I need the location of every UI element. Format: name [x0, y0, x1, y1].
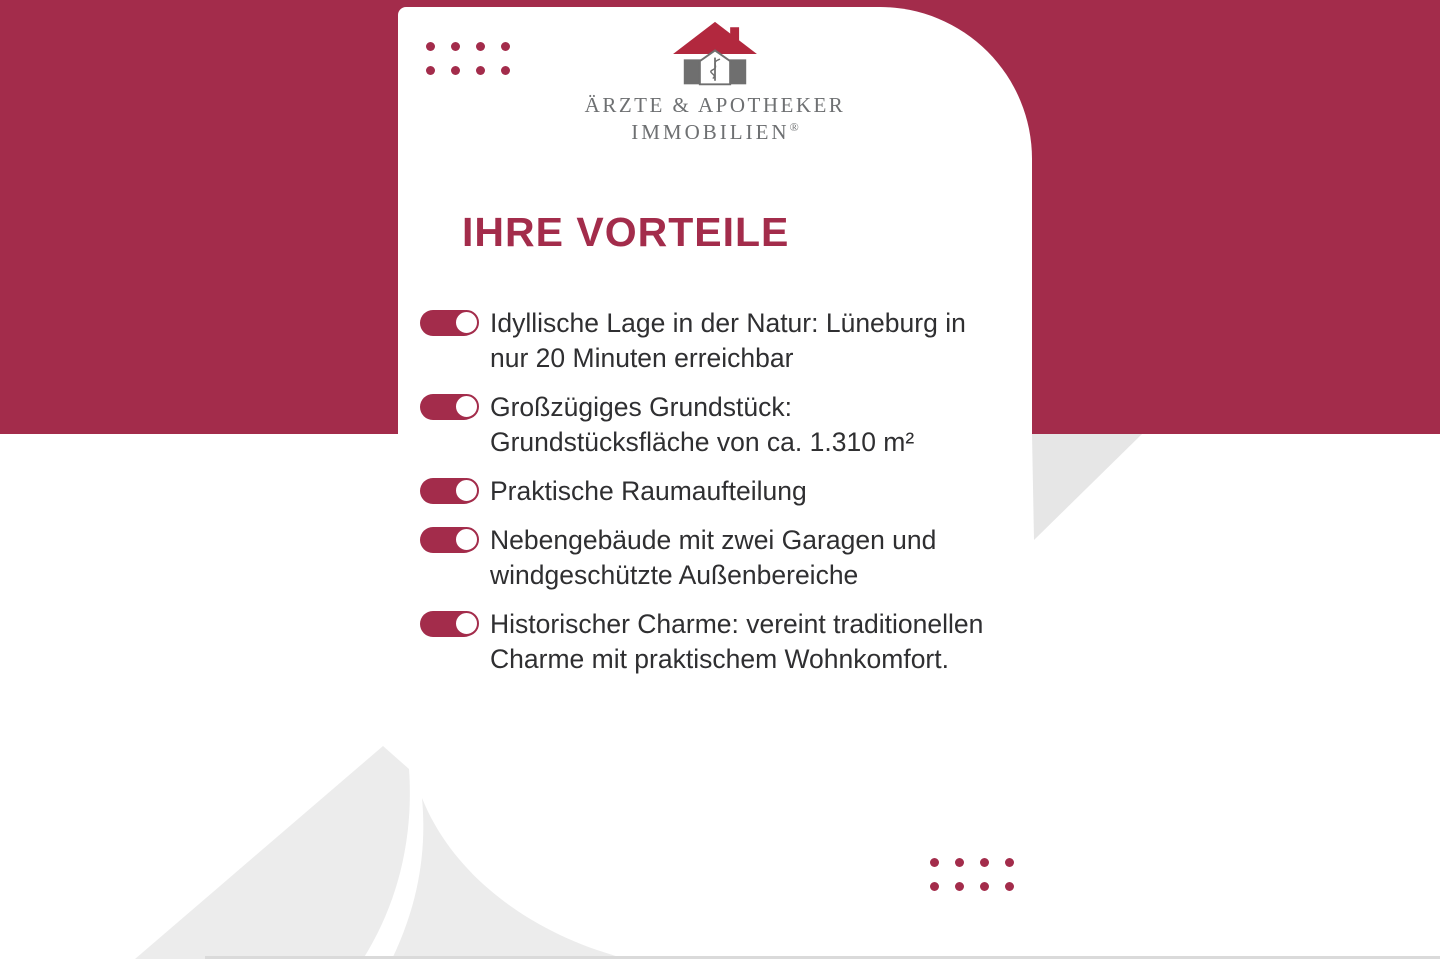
logo: [398, 21, 1032, 145]
benefit-label: Nebengebäude mit zwei Garagen und windgeschützte Außenbereiche: [490, 525, 937, 590]
toggle-on-icon[interactable]: [420, 611, 477, 637]
dot: [930, 858, 939, 867]
registered-mark: ®: [789, 120, 799, 134]
toggle-on-icon[interactable]: [420, 478, 477, 504]
house-logo-icon: [669, 21, 761, 87]
dot: [955, 882, 964, 891]
benefit-label: Idyllische Lage in der Natur: Lüneburg in nur 20 Minuten erreichbar: [490, 308, 966, 373]
toggle-knob: [454, 394, 479, 419]
toggle-knob: [454, 611, 479, 636]
content-card: [398, 7, 1032, 959]
benefit-label: Historischer Charme: vereint traditionellen Charme mit praktischem Wohnkomfort.: [490, 609, 984, 674]
toggle-knob: [454, 478, 479, 503]
toggle-knob: [454, 527, 479, 552]
benefit-item: [420, 523, 1006, 593]
dot: [955, 858, 964, 867]
benefit-item: [420, 390, 1006, 460]
logo-line1: ÄRZTE & APOTHEKER: [584, 93, 846, 117]
dot: [1005, 858, 1014, 867]
logo-line2: IMMOBILIEN®: [631, 120, 799, 144]
watermark-roof-left-slope: [135, 746, 410, 959]
dot: [980, 882, 989, 891]
benefit-label: Praktische Raumaufteilung: [490, 476, 807, 506]
roof: [673, 22, 757, 54]
toggle-on-icon[interactable]: [420, 527, 477, 553]
benefit-item: [420, 607, 1006, 677]
benefits-list: [420, 306, 1006, 691]
toggle-on-icon[interactable]: [420, 310, 477, 336]
corner-watermark-triangle: [1032, 434, 1142, 540]
benefit-item: [420, 474, 1006, 509]
dot: [1005, 882, 1014, 891]
benefit-item: [420, 306, 1006, 376]
toggle-on-icon[interactable]: [420, 394, 477, 420]
toggle-knob: [454, 310, 479, 335]
dot: [980, 858, 989, 867]
page-title: IHRE VORTEILE: [462, 209, 790, 255]
benefit-label: Großzügiges Grundstück: Grundstücksfläche von ca. 1.310 m²: [490, 392, 915, 457]
dot-grid-bottom-right: [930, 858, 1014, 891]
dot: [930, 882, 939, 891]
